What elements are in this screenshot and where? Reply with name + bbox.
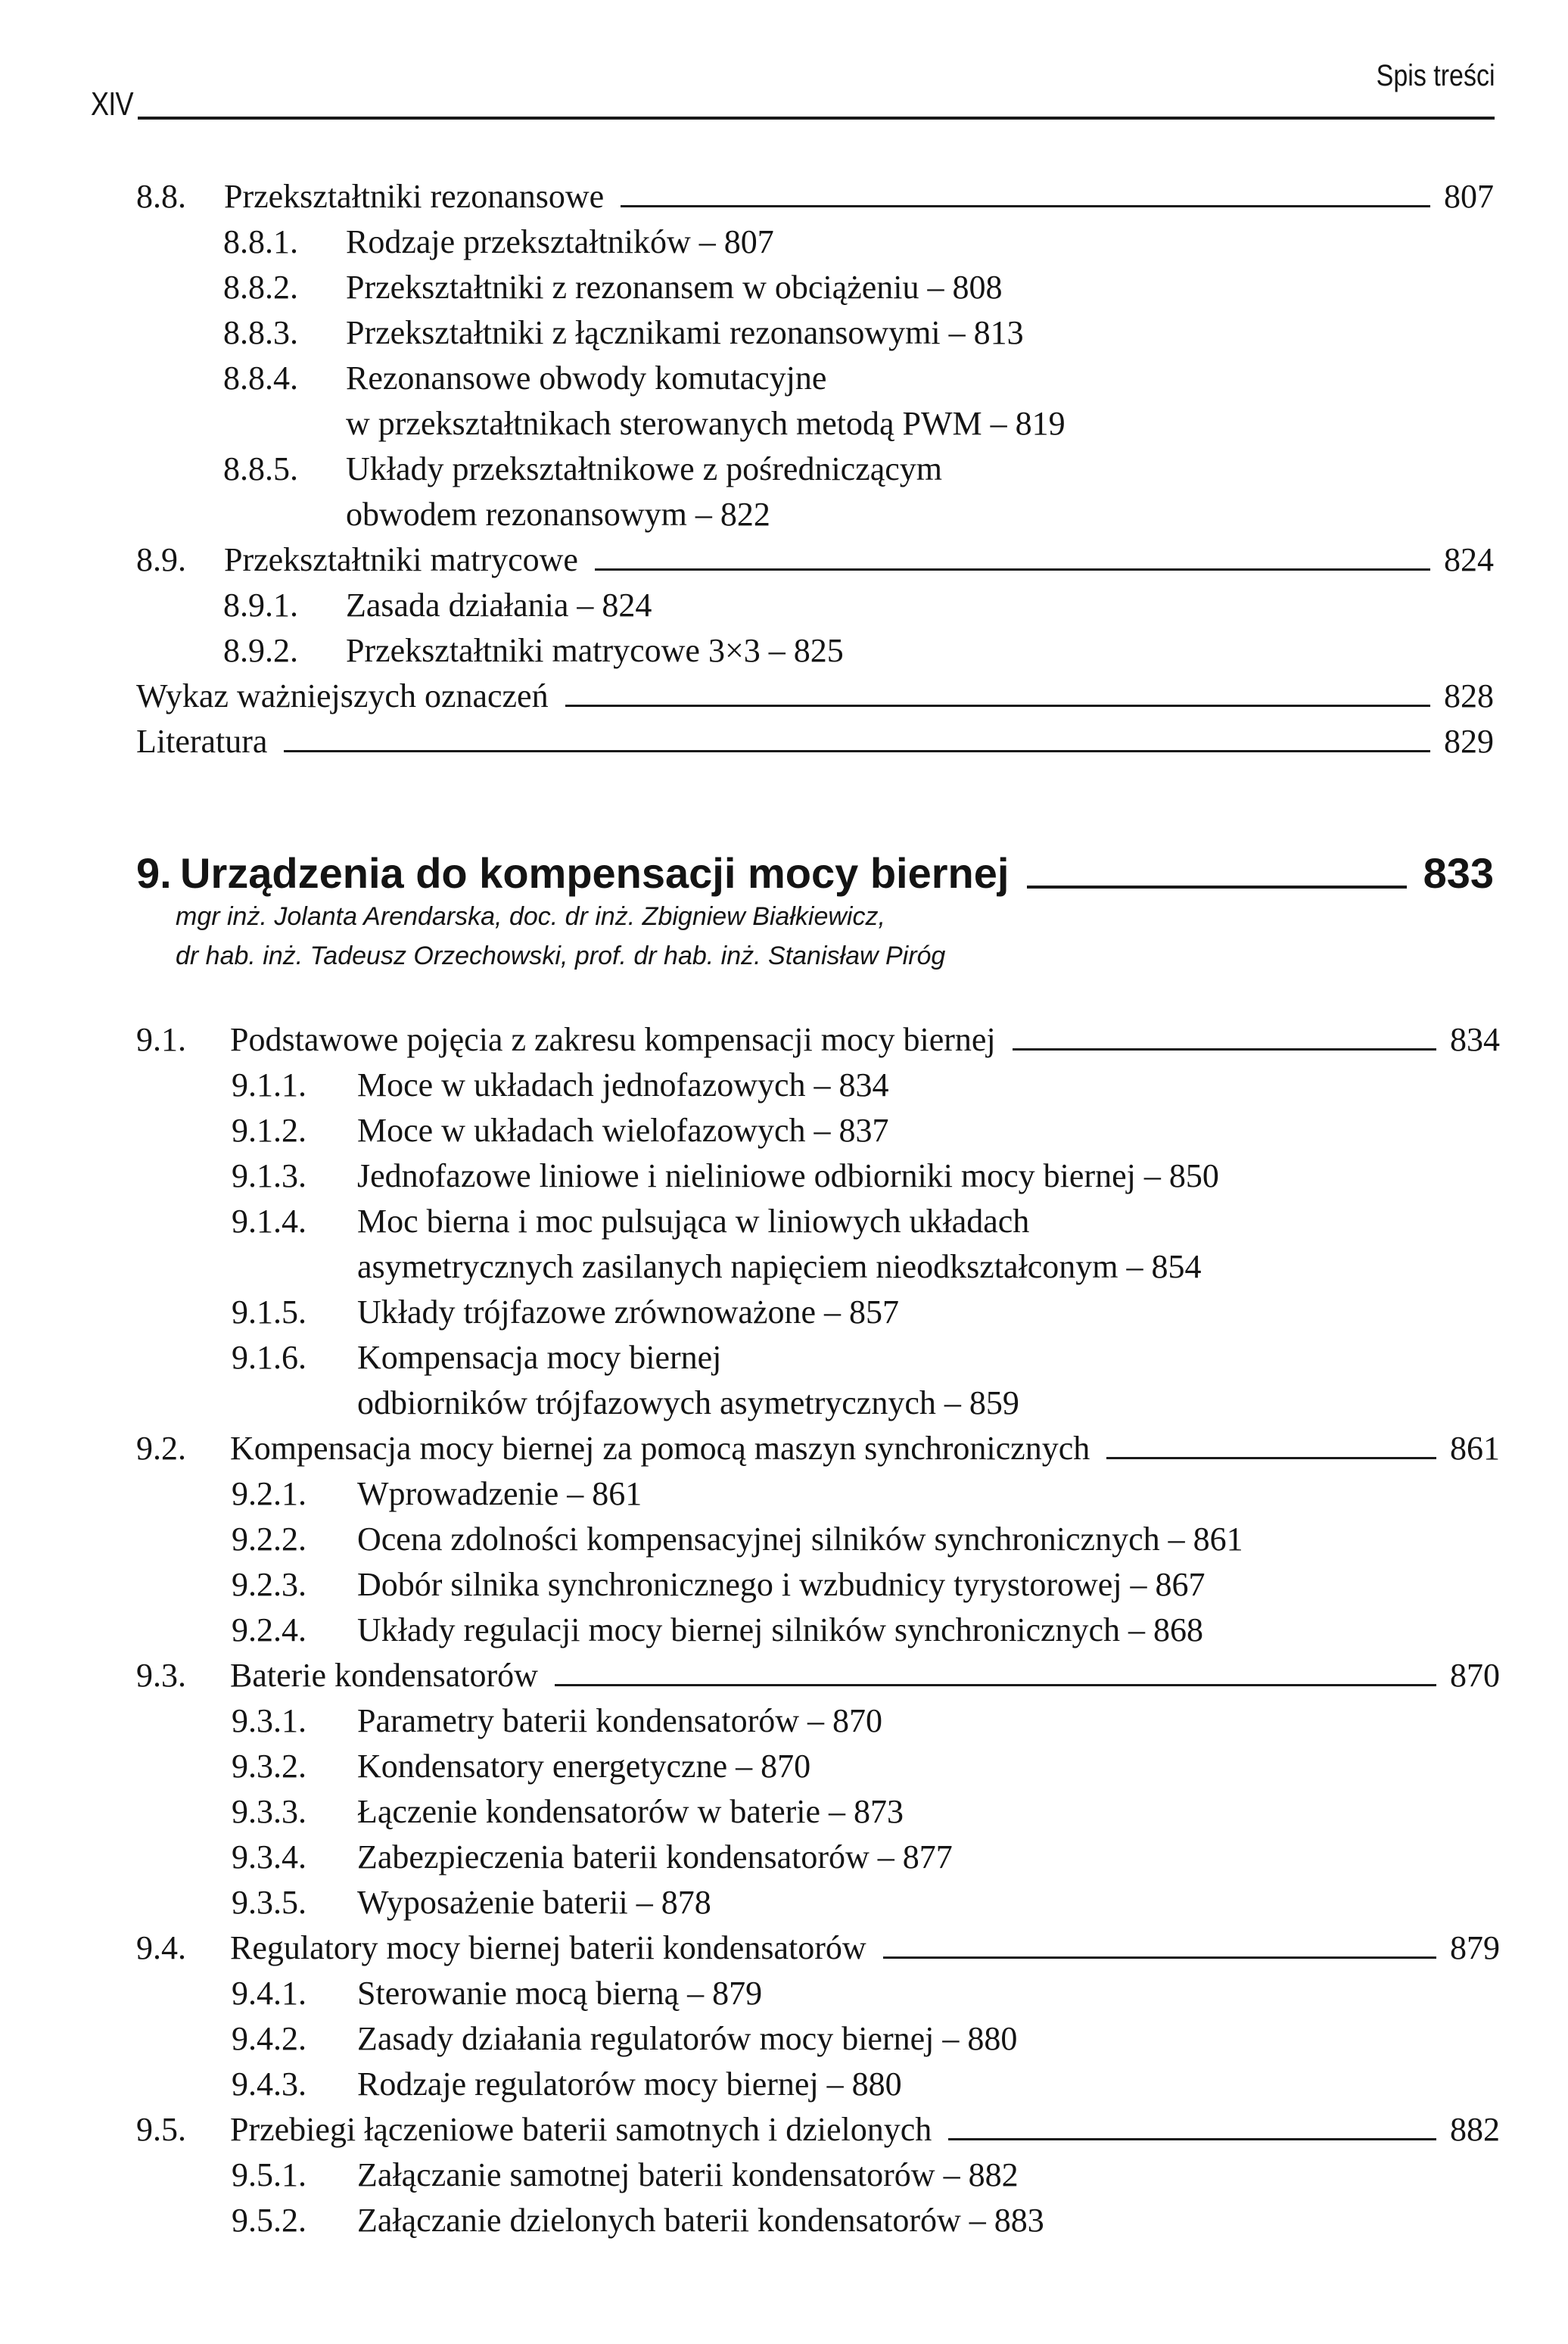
section-title: Przekształtniki rezonansowe: [224, 178, 605, 215]
subsection-title: Dobór silnika synchronicznego i wzbudnicy tyrystorowej – 867: [357, 1566, 1206, 1603]
dot-leader: [1106, 1457, 1436, 1459]
toc-entry-9-3-2[interactable]: [232, 1741, 810, 1783]
section-number: 9.4.: [136, 1929, 186, 1966]
toc-entry-8-8-5-cont[interactable]: [346, 489, 770, 531]
subsection-number: 9.1.2.: [232, 1112, 306, 1149]
toc-entry-8-8-2[interactable]: [223, 262, 1002, 304]
subsection-number: 9.3.2.: [232, 1748, 306, 1785]
subsection-number: 8.8.2.: [223, 269, 298, 306]
subsection-title: Moce w układach jednofazowych – 834: [357, 1066, 889, 1104]
chapter-authors-line-2: dr hab. inż. Tadeusz Orzechowski, prof. dr hab. inż. Stanisław Piróg: [176, 942, 946, 970]
section-title: Przebiegi łączeniowe baterii samotnych i dzielonych: [230, 2111, 932, 2148]
subsection-title: Ocena zdolności kompensacyjnej silników synchronicznych – 861: [357, 1521, 1243, 1558]
subsection-number: 9.5.1.: [232, 2156, 306, 2193]
toc-entry-9-2-4[interactable]: [232, 1605, 1203, 1647]
section-number: 8.9.: [136, 541, 186, 578]
subsection-number: 9.3.1.: [232, 1702, 306, 1739]
toc-entry-9-2-1[interactable]: [232, 1468, 642, 1511]
subsection-title: Zasada działania – 824: [346, 587, 652, 624]
subsection-number: 9.1.4.: [232, 1203, 306, 1240]
toc-entry-9-4[interactable]: [136, 1922, 1500, 1965]
subsection-title: Rodzaje regulatorów mocy biernej – 880: [357, 2065, 902, 2103]
header-rule: [138, 117, 1495, 120]
subsection-number: 9.1.1.: [232, 1066, 306, 1104]
toc-entry-9-1-6[interactable]: [232, 1332, 721, 1374]
subsection-title-continued: asymetrycznych zasilanych napięciem nieodkształconym – 854: [357, 1248, 1202, 1285]
subsection-number: 8.8.5.: [223, 450, 298, 487]
subsection-title: Sterowanie mocą bierną – 879: [357, 1975, 763, 2012]
dot-leader: [565, 705, 1430, 707]
dot-leader: [948, 2138, 1436, 2140]
running-section-title: Spis treści: [1376, 59, 1495, 92]
toc-entry-9-1-2[interactable]: [232, 1105, 889, 1147]
toc-entry-9-3[interactable]: [136, 1650, 1500, 1692]
toc-entry-9-5[interactable]: [136, 2104, 1500, 2146]
section-title: Regulatory mocy biernej baterii kondensatorów: [230, 1929, 866, 1966]
subsection-number: 8.8.3.: [223, 314, 298, 351]
section-number: 9.3.: [136, 1657, 186, 1694]
page-number: XIV: [91, 86, 133, 123]
section-number: 9.2.: [136, 1430, 186, 1467]
page-ref: 828: [1444, 677, 1494, 714]
subsection-number: 9.3.5.: [232, 1884, 306, 1921]
toc-entry-9-5-1[interactable]: [232, 2149, 1019, 2192]
page-ref: 824: [1444, 541, 1494, 578]
toc-entry-9-2-2[interactable]: [232, 1514, 1243, 1556]
toc-chapter-9[interactable]: [136, 842, 1494, 895]
subsection-title: Zabezpieczenia baterii kondensatorów – 877: [357, 1838, 953, 1876]
page-ref: 861: [1450, 1430, 1500, 1467]
subsection-number: 9.4.2.: [232, 2020, 306, 2057]
subsection-number: 9.4.3.: [232, 2065, 306, 2103]
subsection-title: Przekształtniki matrycowe 3×3 – 825: [346, 632, 844, 669]
subsection-number: 9.1.6.: [232, 1339, 306, 1376]
page-ref: 879: [1450, 1929, 1500, 1966]
toc-entry-8-8-1[interactable]: [223, 216, 774, 259]
dot-leader: [621, 205, 1430, 207]
subsection-title: Kompensacja mocy biernej: [357, 1339, 722, 1376]
toc-entry-9-1-5[interactable]: [232, 1287, 899, 1329]
subsection-number: 9.2.2.: [232, 1521, 306, 1558]
page-ref: 829: [1444, 723, 1494, 760]
subsection-title: Przekształtniki z łącznikami rezonansowymi – 813: [346, 314, 1024, 351]
subsection-number: 8.9.2.: [223, 632, 298, 669]
toc-entry-9-1-6-cont[interactable]: [357, 1377, 1019, 1420]
subsection-number: 8.9.1.: [223, 587, 298, 624]
toc-entry-8-9[interactable]: [136, 534, 1494, 577]
subsection-title: Rodzaje przekształtników – 807: [346, 223, 774, 260]
toc-entry-8-9-2[interactable]: [223, 625, 844, 668]
toc-entry-9-4-2[interactable]: [232, 2013, 1017, 2056]
dot-leader: [1027, 886, 1406, 889]
dot-leader: [555, 1684, 1436, 1686]
dot-leader: [284, 750, 1430, 752]
toc-entry-9-3-1[interactable]: [232, 1695, 882, 1738]
subsection-number: 8.8.1.: [223, 223, 298, 260]
section-title: Kompensacja mocy biernej za pomocą maszyn synchronicznych: [230, 1430, 1090, 1467]
subsection-number: 9.4.1.: [232, 1975, 306, 2012]
subsection-number: 9.2.1.: [232, 1475, 306, 1512]
page-ref: 834: [1450, 1021, 1500, 1058]
section-number: 9.1.: [136, 1021, 186, 1058]
section-title: Przekształtniki matrycowe: [224, 541, 578, 578]
toc-entry-9-1-4[interactable]: [232, 1196, 1029, 1238]
subsection-title: Wprowadzenie – 861: [357, 1475, 642, 1512]
toc-entry-8-8-4-cont[interactable]: [346, 398, 1066, 440]
toc-entry-8-8-5[interactable]: [223, 444, 942, 486]
toc-entry-8-8-3[interactable]: [223, 307, 1024, 350]
entry-title: Wykaz ważniejszych oznaczeń: [136, 677, 549, 714]
toc-entry-symbols-list[interactable]: [136, 671, 1494, 713]
toc-entry-9-5-2[interactable]: [232, 2195, 1044, 2237]
toc-entry-9-1-3[interactable]: [232, 1150, 1219, 1193]
section-number: 9.5.: [136, 2111, 186, 2148]
toc-entry-literature[interactable]: [136, 716, 1494, 758]
subsection-title: Zasady działania regulatorów mocy biernej – 880: [357, 2020, 1018, 2057]
subsection-number: 9.1.5.: [232, 1293, 306, 1331]
toc-entry-9-2-3[interactable]: [232, 1559, 1206, 1602]
dot-leader: [595, 568, 1430, 571]
subsection-title: Układy przekształtnikowe z pośredniczącym: [346, 450, 943, 487]
chapter-page-ref: 833: [1423, 849, 1494, 897]
subsection-title: Układy regulacji mocy biernej silników synchronicznych – 868: [357, 1611, 1204, 1648]
subsection-title: Załączanie samotnej baterii kondensatorów – 882: [357, 2156, 1019, 2193]
subsection-title: Rezonansowe obwody komutacyjne: [346, 360, 827, 397]
toc-entry-8-8[interactable]: [136, 171, 1494, 213]
subsection-title: Moc bierna i moc pulsująca w liniowych układach: [357, 1203, 1030, 1240]
subsection-title: Łączenie kondensatorów w baterie – 873: [357, 1793, 904, 1830]
toc-entry-9-3-3[interactable]: [232, 1786, 904, 1829]
dot-leader: [883, 1956, 1436, 1959]
subsection-number: 9.5.2.: [232, 2202, 306, 2239]
dot-leader: [1013, 1048, 1436, 1051]
entry-title: Literatura: [136, 723, 268, 760]
subsection-number: 9.1.3.: [232, 1157, 306, 1194]
toc-entry-8-9-1[interactable]: [223, 580, 652, 622]
subsection-title-continued: w przekształtnikach sterowanych metodą PWM – 819: [346, 405, 1066, 442]
subsection-title: Jednofazowe liniowe i nieliniowe odbiorniki mocy biernej – 850: [357, 1157, 1219, 1194]
toc-entry-9-3-4[interactable]: [232, 1832, 953, 1874]
page-ref: 882: [1450, 2111, 1500, 2148]
subsection-title-continued: obwodem rezonansowym – 822: [346, 496, 770, 533]
section-number: 8.8.: [136, 178, 186, 215]
subsection-title: Parametry baterii kondensatorów – 870: [357, 1702, 883, 1739]
toc-entry-9-1[interactable]: [136, 1014, 1500, 1057]
toc-entry-8-8-4[interactable]: [223, 353, 826, 395]
subsection-title: Wyposażenie baterii – 878: [357, 1884, 711, 1921]
subsection-title: Kondensatory energetyczne – 870: [357, 1748, 811, 1785]
section-title: Baterie kondensatorów: [230, 1657, 538, 1694]
subsection-title: Układy trójfazowe zrównoważone – 857: [357, 1293, 899, 1331]
subsection-title-continued: odbiorników trójfazowych asymetrycznych – 859: [357, 1384, 1019, 1421]
subsection-number: 9.2.3.: [232, 1566, 306, 1603]
subsection-number: 9.2.4.: [232, 1611, 306, 1648]
toc-entry-9-4-3[interactable]: [232, 2059, 902, 2101]
toc-entry-9-2[interactable]: [136, 1423, 1500, 1465]
toc-entry-9-1-1[interactable]: [232, 1060, 889, 1102]
toc-entry-9-3-5[interactable]: [232, 1877, 711, 1919]
subsection-title: Przekształtniki z rezonansem w obciążeniu – 808: [346, 269, 1003, 306]
page-ref: 870: [1450, 1657, 1500, 1694]
running-header: [91, 61, 1495, 121]
subsection-number: 9.3.3.: [232, 1793, 306, 1830]
subsection-title: Moce w układach wielofazowych – 837: [357, 1112, 889, 1149]
chapter-title: Urządzenia do kompensacji mocy biernej: [180, 849, 1010, 897]
chapter-number: 9.: [136, 849, 172, 897]
toc-entry-9-4-1[interactable]: [232, 1968, 762, 2010]
subsection-title: Załączanie dzielonych baterii kondensatorów – 883: [357, 2202, 1044, 2239]
chapter-authors-line-1: mgr inż. Jolanta Arendarska, doc. dr inż. Zbigniew Białkiewicz,: [176, 902, 885, 931]
subsection-number: 8.8.4.: [223, 360, 298, 397]
toc-entry-9-1-4-cont[interactable]: [357, 1241, 1202, 1284]
page-ref: 807: [1444, 178, 1494, 215]
subsection-number: 9.3.4.: [232, 1838, 306, 1876]
section-title: Podstawowe pojęcia z zakresu kompensacji mocy biernej: [230, 1021, 996, 1058]
